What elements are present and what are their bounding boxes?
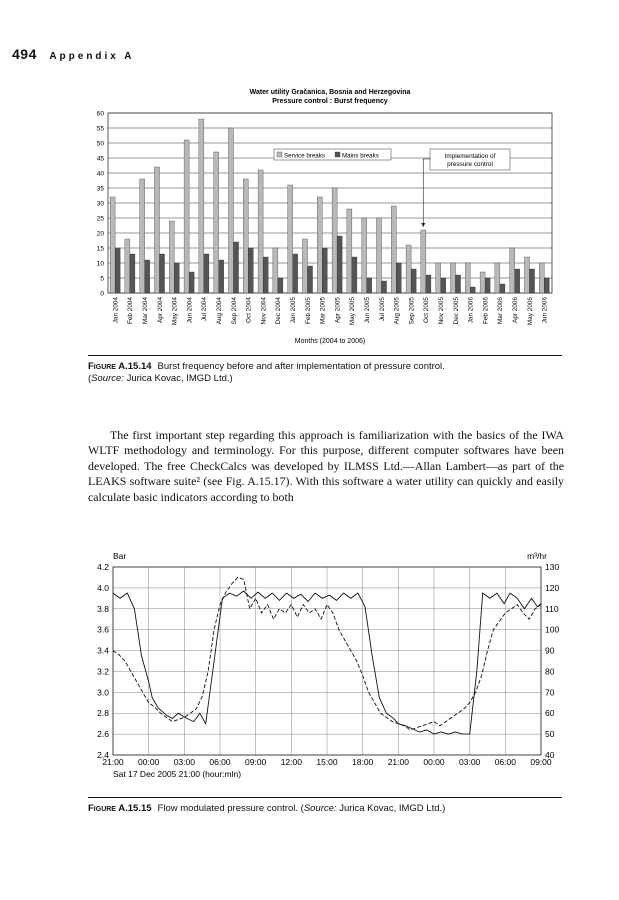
x-tick-label: Jan 2004	[112, 297, 120, 324]
y-tick-label: 35	[96, 185, 104, 193]
caption-rule	[88, 355, 562, 356]
y-tick-label: 55	[96, 125, 104, 133]
x-tick-label: 09:00	[245, 757, 267, 767]
left-axis-title: Bar	[113, 551, 127, 561]
source-text: Jurica Kovac, IMGD Ltd.)	[339, 803, 446, 814]
service-breaks-bar	[524, 257, 529, 293]
x-tick-label: Jul 2005	[378, 297, 386, 322]
service-breaks-bar	[406, 245, 411, 293]
mains-breaks-bar	[234, 242, 239, 293]
caption-rule	[88, 797, 562, 798]
right-tick-label: 50	[545, 729, 555, 740]
service-breaks-bar	[510, 248, 515, 293]
x-tick-label: Feb 2006	[482, 297, 490, 325]
burst-frequency-chart	[88, 84, 564, 352]
mains-breaks-bar	[145, 260, 150, 293]
left-tick-label: 3.2	[97, 666, 109, 677]
legend-swatch	[277, 152, 282, 157]
x-tick-label: Oct 2004	[245, 297, 253, 323]
service-breaks-bar	[317, 197, 322, 293]
y-tick-label: 45	[96, 155, 104, 163]
chart-subtitle: Pressure control : Burst frequency	[272, 98, 388, 105]
right-tick-label: 70	[545, 687, 555, 698]
left-tick-label: 2.6	[97, 729, 109, 740]
left-tick-label: 4.0	[97, 582, 109, 593]
service-breaks-bar	[140, 179, 145, 293]
y-tick-label: 20	[96, 230, 104, 238]
mains-breaks-bar	[530, 269, 535, 293]
y-tick-label: 30	[96, 200, 104, 208]
mains-breaks-bar	[308, 266, 313, 293]
service-breaks-bar	[495, 263, 500, 293]
mains-breaks-bar	[396, 263, 401, 293]
left-tick-label: 2.8	[97, 708, 109, 719]
right-tick-label: 80	[545, 666, 555, 677]
left-tick-label: 3.6	[97, 624, 109, 635]
service-breaks-bar	[110, 197, 115, 293]
right-tick-label: 40	[545, 750, 555, 760]
x-tick-label: 00:00	[423, 757, 445, 767]
y-tick-label: 25	[96, 215, 104, 223]
y-tick-label: 60	[96, 110, 104, 118]
x-tick-label: 09:00	[530, 757, 552, 767]
annotation-arrow	[423, 159, 430, 227]
y-tick-label: 0	[100, 290, 104, 298]
x-tick-label: May 2006	[526, 297, 534, 326]
service-breaks-bar	[302, 239, 307, 293]
x-tick-label: Dec 2004	[275, 297, 283, 325]
x-tick-label: 03:00	[459, 757, 481, 767]
mains-breaks-bar	[456, 275, 461, 293]
x-tick-label: Mar 2005	[319, 297, 327, 324]
left-tick-label: 4.2	[97, 562, 109, 572]
x-tick-label: Jul 2004	[201, 297, 209, 322]
left-tick-label: 3.4	[97, 645, 109, 656]
chart-title: Water utility Gračanica, Bosnia and Herzegovina	[249, 89, 411, 96]
mains-breaks-bar	[204, 254, 209, 293]
legend-label: Service breaks	[284, 152, 325, 160]
source-label: Source:	[91, 373, 124, 384]
service-breaks-bar	[125, 239, 130, 293]
right-tick-label: 60	[545, 708, 555, 719]
mains-breaks-bar	[293, 254, 298, 293]
service-breaks-bar	[332, 188, 337, 293]
service-breaks-bar	[184, 140, 189, 293]
service-breaks-bar	[214, 152, 219, 293]
service-breaks-bar	[273, 248, 278, 293]
service-breaks-bar	[288, 185, 293, 293]
y-tick-label: 40	[96, 170, 104, 178]
x-axis-title: Months (2004 to 2006)	[294, 338, 366, 345]
source-label: Source:	[303, 803, 337, 814]
x-tick-label: Aug 2004	[216, 297, 223, 325]
figure-label: Figure A.15.14	[88, 361, 152, 372]
mains-breaks-bar	[322, 248, 327, 293]
left-tick-label: 2.4	[97, 750, 109, 760]
running-header	[12, 46, 135, 64]
x-tick-label: Apr 2006	[512, 297, 519, 323]
pressure-flow-chart	[80, 546, 570, 794]
mains-breaks-bar	[382, 281, 387, 293]
x-tick-label: Feb 2005	[304, 297, 312, 325]
mains-breaks-bar	[515, 269, 520, 293]
x-tick-label: 06:00	[209, 757, 231, 767]
y-tick-label: 50	[96, 140, 104, 148]
x-tick-label: May 2005	[349, 297, 357, 326]
figure-caption: Figure A.15.14 Burst frequency before and after implementation of pressure control. (Source: Jurica Kovac, IMGD Ltd.)	[88, 361, 445, 384]
right-tick-label: 100	[545, 624, 560, 635]
x-tick-label: Jan 2005	[290, 297, 297, 324]
service-breaks-bar	[228, 128, 233, 293]
service-breaks-bar	[154, 167, 159, 293]
x-tick-label: 03:00	[173, 757, 195, 767]
section-title: Appendix A	[49, 51, 135, 62]
mains-breaks-bar	[160, 254, 165, 293]
mains-breaks-bar	[263, 257, 268, 293]
service-breaks-bar	[169, 221, 174, 293]
service-breaks-bar	[539, 263, 544, 293]
x-tick-label: Jun 2004	[186, 297, 194, 324]
mains-breaks-bar	[337, 236, 342, 293]
x-tick-label: Jun 2006	[541, 297, 549, 324]
left-tick-label: 3.8	[97, 603, 109, 614]
mains-breaks-bar	[352, 257, 357, 293]
service-breaks-bar	[436, 263, 441, 293]
right-tick-label: 120	[545, 582, 560, 593]
service-breaks-bar	[391, 206, 396, 293]
x-tick-label: Mar 2004	[142, 297, 149, 324]
mains-breaks-bar	[174, 263, 179, 293]
mains-breaks-bar	[441, 278, 446, 293]
x-tick-label: Nov 2005	[438, 297, 445, 325]
x-tick-label: Sep 2004	[230, 297, 238, 325]
caption-text: Flow modulated pressure control. (	[157, 803, 304, 814]
x-tick-label: Apr 2004	[156, 297, 164, 323]
y-tick-label: 15	[96, 245, 104, 253]
right-tick-label: 90	[545, 645, 555, 656]
right-tick-label: 110	[545, 603, 559, 614]
x-tick-label: Mar 2006	[497, 297, 505, 324]
x-tick-label: Dec 2005	[452, 297, 460, 325]
page-number: 494	[12, 46, 37, 62]
right-axis-title: m³/hr	[527, 551, 547, 561]
x-tick-label: Jun 2005	[364, 297, 371, 324]
service-breaks-bar	[362, 218, 367, 293]
service-breaks-bar	[421, 230, 426, 293]
x-tick-label: Sep 2005	[408, 297, 416, 325]
mains-breaks-bar	[367, 278, 372, 293]
y-tick-label: 5	[100, 275, 104, 283]
x-tick-label: Jan 2006	[467, 297, 475, 324]
annotation-text: pressure control	[447, 161, 493, 168]
legend-label: Mains breaks	[342, 152, 379, 160]
mains-breaks-bar	[544, 278, 549, 293]
figure-caption	[88, 803, 562, 815]
service-breaks-bar	[243, 179, 248, 293]
caption-text: Burst frequency before and after implementation of pressure control.	[157, 361, 445, 372]
service-breaks-bar	[347, 209, 352, 293]
service-breaks-bar	[450, 263, 455, 293]
x-axis-title: Sat 17 Dec 2005 21:00 (hour:mln)	[113, 769, 242, 779]
x-tick-label: 00:00	[138, 757, 160, 767]
x-tick-label: 21:00	[387, 757, 409, 767]
legend-swatch	[335, 152, 340, 157]
x-tick-label: Aug 2005	[393, 297, 401, 325]
x-tick-label: Feb 2004	[127, 297, 135, 325]
x-tick-label: Oct 2005	[423, 297, 431, 323]
mains-breaks-bar	[485, 278, 490, 293]
x-tick-label: 18:00	[352, 757, 374, 767]
mains-breaks-bar	[500, 284, 505, 293]
mains-breaks-bar	[278, 278, 283, 293]
figure-label: Figure A.15.15	[88, 803, 152, 814]
mains-breaks-bar	[130, 254, 135, 293]
mains-breaks-bar	[219, 260, 224, 293]
mains-breaks-bar	[248, 248, 253, 293]
mains-breaks-bar	[470, 287, 475, 293]
x-tick-label: 21:00	[102, 757, 124, 767]
service-breaks-bar	[376, 218, 381, 293]
y-tick-label: 10	[96, 260, 104, 268]
body-paragraph: The first important step regarding this approach is familiarization with the basics of the IWA WLTF methodology and terminology. For this purpose, different computer softwares have been developed. The free CheckCalcs was developed by ILMSS Ltd.—Allan Lambert—as part of the LEAKS software suite² (see Fig. A.15.17). With this software a water utility can quickly and easily calculate basic indicators according to both	[88, 428, 564, 504]
x-tick-label: Nov 2004	[260, 297, 268, 325]
annotation-text: Implementation of	[444, 153, 496, 160]
x-tick-label: 12:00	[280, 757, 302, 767]
source-text: Jurica Kovac, IMGD Ltd.	[126, 373, 230, 384]
mains-breaks-bar	[411, 269, 416, 293]
annotation-arrowhead	[421, 223, 425, 227]
left-tick-label: 3.0	[97, 687, 109, 698]
mains-breaks-bar	[115, 248, 120, 293]
x-tick-label: 15:00	[316, 757, 338, 767]
service-breaks-bar	[199, 119, 204, 293]
mains-breaks-bar	[189, 272, 194, 293]
x-tick-label: May 2004	[171, 297, 179, 326]
x-tick-label: 06:00	[494, 757, 516, 767]
right-tick-label: 130	[545, 562, 560, 572]
service-breaks-bar	[480, 272, 485, 293]
mains-breaks-bar	[426, 275, 431, 293]
service-breaks-bar	[465, 263, 470, 293]
service-breaks-bar	[258, 170, 263, 293]
x-tick-label: Apr 2005	[334, 297, 342, 323]
